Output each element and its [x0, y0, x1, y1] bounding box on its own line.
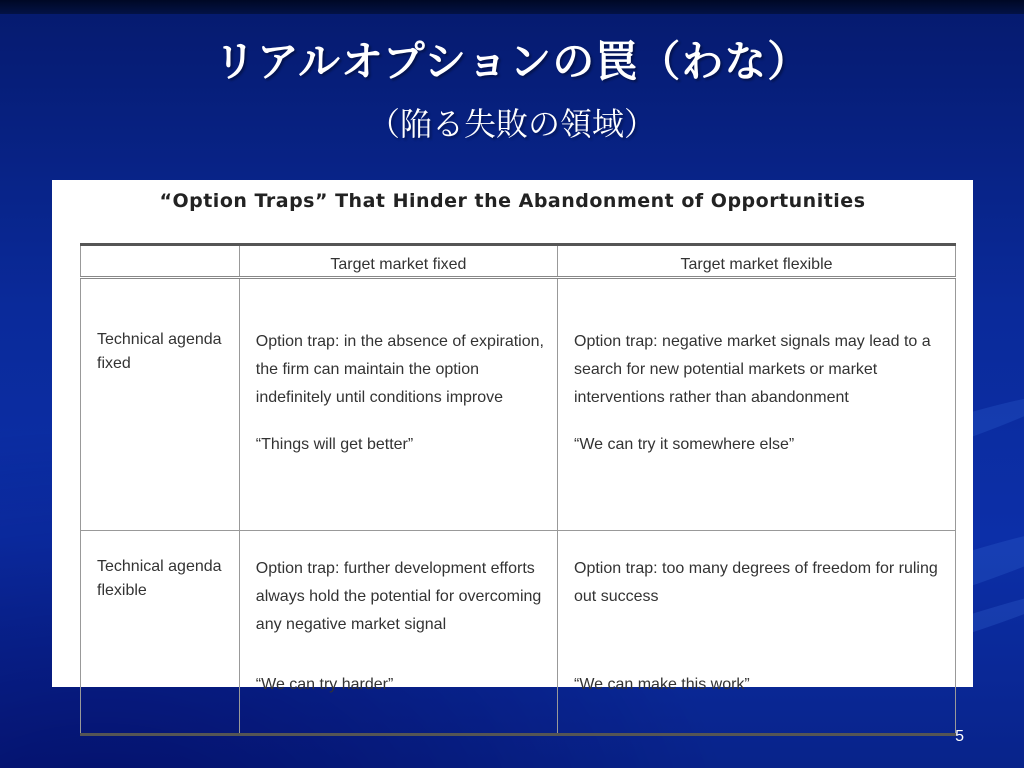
column-header-empty [81, 245, 240, 278]
table-cell [558, 531, 956, 735]
page-number: 5 [955, 728, 964, 745]
slide-subtitle: （陥る失敗の領域） [367, 105, 656, 143]
option-trap-quote: “We can try it somewhere else” [574, 436, 795, 453]
table-cell [558, 278, 956, 531]
top-band [0, 0, 1024, 14]
column-header-target-market-flexible: Target market flexible [558, 245, 956, 278]
row-label-technical-agenda-flexible: Technical agenda flexible [81, 531, 240, 735]
option-traps-figure [52, 180, 973, 693]
option-trap-text: Option trap: too many degrees of freedom for ruling out success [574, 560, 938, 605]
column-header-target-market-fixed: Target market fixed [239, 245, 557, 278]
table-cell [239, 278, 557, 531]
option-trap-quote: “We can try harder” [255, 676, 394, 693]
option-traps-table [80, 243, 956, 736]
option-trap-quote: “We can make this work” [574, 676, 750, 693]
table-row [81, 278, 956, 531]
option-trap-quote: “Things will get better” [255, 436, 414, 453]
table-header-row [81, 245, 956, 278]
table-row [81, 531, 956, 735]
row-label-technical-agenda-fixed: Technical agenda fixed [81, 278, 240, 531]
figure-title: “Option Traps” That Hinder the Abandonment of Opportunities [159, 190, 866, 212]
option-trap-text: Option trap: negative market signals may lead to a search for new potential markets or market interventions rather than abandonment [574, 333, 931, 406]
table-cell [239, 531, 557, 735]
slide-title: リアルオプションの罠（わな） [213, 37, 811, 86]
option-trap-text: Option trap: further development efforts always hold the potential for overcoming any negative market signal [255, 560, 542, 633]
option-trap-text: Option trap: in the absence of expiration, the firm can maintain the option indefinitely until conditions improve [255, 333, 544, 406]
